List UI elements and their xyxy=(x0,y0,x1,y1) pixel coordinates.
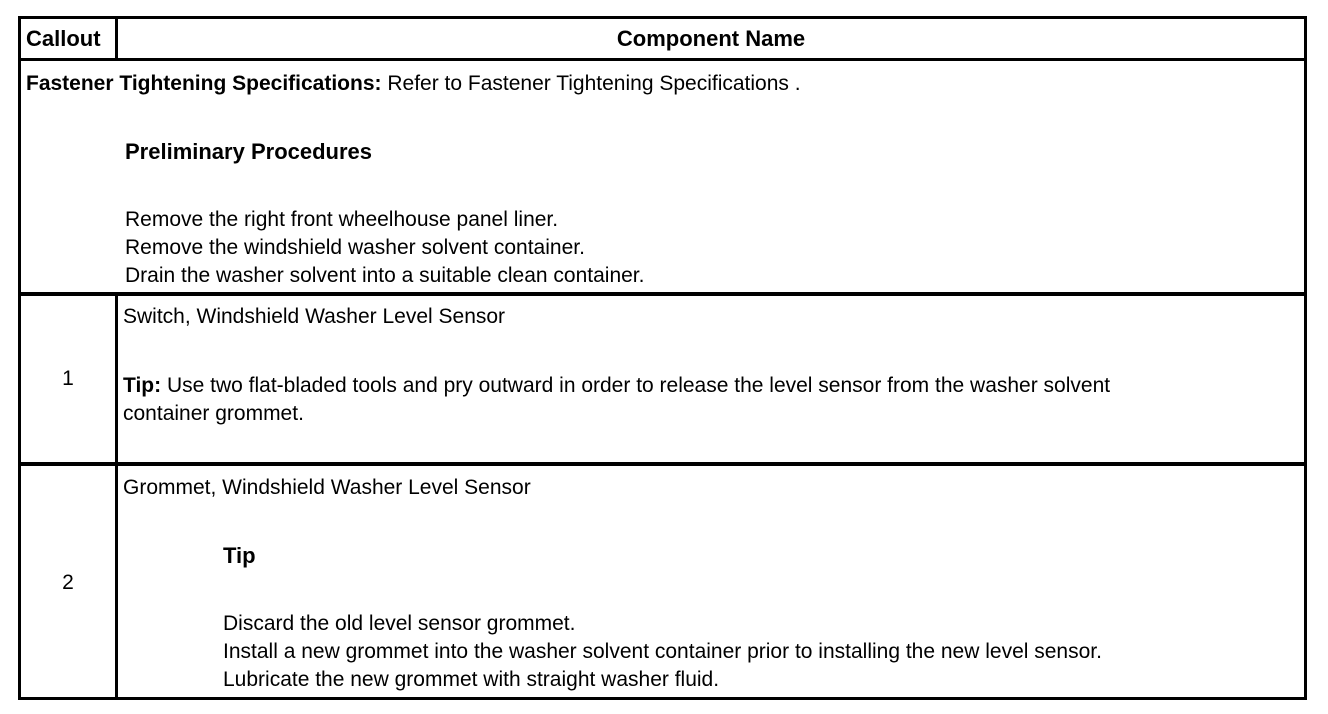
component-cell xyxy=(118,296,1304,462)
header-callout: Callout xyxy=(26,25,101,51)
component-name: Switch, Windshield Washer Level Sensor xyxy=(123,305,506,328)
tip-item: Discard the old level sensor grommet. xyxy=(223,612,576,635)
header-component-name: Component Name xyxy=(616,25,806,51)
tip-item: Lubricate the new grommet with straight washer fluid. xyxy=(223,668,720,691)
preliminary-step: Remove the windshield washer solvent container. xyxy=(125,236,585,259)
preliminary-row xyxy=(21,61,1304,296)
preliminary-step: Drain the washer solvent into a suitable clean container. xyxy=(125,264,645,287)
callout-number: 2 xyxy=(62,571,74,594)
table-row xyxy=(21,466,1304,700)
callout-number: 1 xyxy=(62,367,74,390)
component-table xyxy=(18,16,1307,700)
fastener-spec-text: Refer to Fastener Tightening Specifications . xyxy=(381,72,801,95)
component-name: Grommet, Windshield Washer Level Sensor xyxy=(123,476,531,499)
tip-label: Tip: xyxy=(123,374,162,397)
preliminary-heading: Preliminary Procedures xyxy=(125,139,373,164)
tip-heading: Tip xyxy=(223,543,256,568)
table-row xyxy=(21,296,1304,466)
table-header-row xyxy=(21,19,1304,61)
tip-text-continued: container grommet. xyxy=(123,402,304,425)
tip-line xyxy=(123,372,1110,400)
tip-item: Install a new grommet into the washer solvent container prior to installing the new level sensor. xyxy=(223,640,1102,663)
preliminary-step: Remove the right front wheelhouse panel liner. xyxy=(125,208,559,231)
component-cell xyxy=(118,466,1304,700)
fastener-spec-line xyxy=(26,70,801,98)
fastener-spec-label: Fastener Tightening Specifications: xyxy=(26,72,382,95)
tip-text: Use two flat-bladed tools and pry outward in order to release the level sensor from the washer solvent xyxy=(161,374,1111,397)
